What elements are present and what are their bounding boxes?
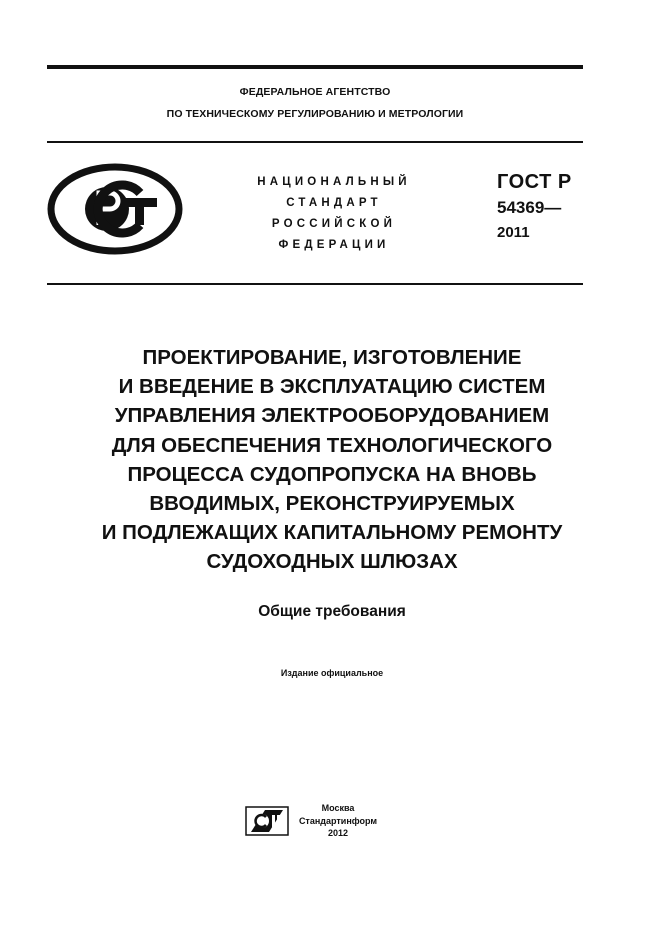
title-divider	[47, 283, 583, 285]
standard-number	[497, 170, 572, 245]
national-standard-line: РОССИЙСКОЙ	[271, 218, 397, 230]
agency-name-line-2: ПО ТЕХНИЧЕСКОМУ РЕГУЛИРОВАНИЮ И МЕТРОЛОГИИ	[166, 108, 464, 120]
title-line: И ВВЕДЕНИЕ В ЭКСПЛУАТАЦИЮ СИСТЕМ	[118, 375, 546, 399]
publisher-imprint	[296, 802, 380, 840]
standartinform-logo-icon	[245, 806, 289, 836]
national-standard-line: ФЕДЕРАЦИИ	[278, 239, 390, 251]
title-line: УПРАВЛЕНИЯ ЭЛЕКТРООБОРУДОВАНИЕМ	[114, 404, 550, 428]
publisher-name: Стандартинформ	[298, 815, 378, 826]
title-line: И ПОДЛЕЖАЩИХ КАПИТАЛЬНОМУ РЕМОНТУ	[101, 521, 563, 545]
standard-number-digits: 54369—	[497, 198, 562, 217]
gost-r-certification-mark-icon	[47, 163, 183, 255]
edition-label: Издание официальное	[280, 668, 384, 678]
document-title	[47, 343, 617, 577]
title-line: ДЛЯ ОБЕСПЕЧЕНИЯ ТЕХНОЛОГИЧЕСКОГО	[111, 433, 553, 457]
document-subtitle: Общие требования	[258, 603, 406, 620]
title-line: ПРОЕКТИРОВАНИЕ, ИЗГОТОВЛЕНИЕ	[142, 346, 522, 369]
agency-name-line-1: ФЕДЕРАЛЬНОЕ АГЕНТСТВО	[239, 86, 391, 98]
national-standard-line: НАЦИОНАЛЬНЫЙ	[257, 176, 411, 188]
title-line: ПРОЦЕССА СУДОПРОПУСКА НА ВНОВЬ	[127, 462, 537, 486]
publisher-city: Москва	[321, 803, 355, 813]
national-standard-label	[236, 172, 432, 256]
standard-year: 2011	[497, 224, 530, 241]
standard-designation: ГОСТ Р	[497, 171, 572, 193]
title-line: ВВОДИМЫХ, РЕКОНСТРУИРУЕМЫХ	[149, 492, 515, 516]
publication-year: 2012	[327, 828, 349, 838]
title-line: СУДОХОДНЫХ ШЛЮЗАХ	[206, 550, 458, 574]
header-divider	[47, 141, 583, 143]
national-standard-line: СТАНДАРТ	[286, 197, 382, 209]
top-divider	[47, 65, 583, 69]
